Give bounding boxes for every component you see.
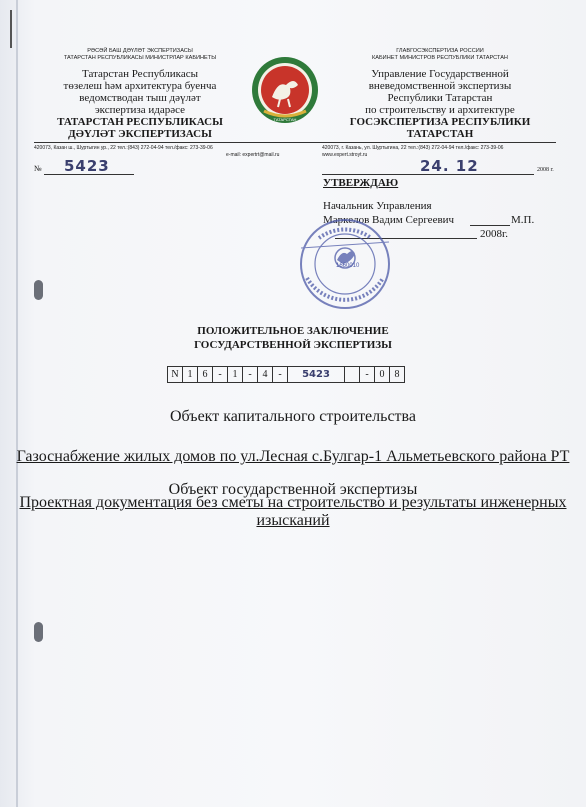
right-bold-line: ГОСЭКСПЕРТИЗА РЕСПУБЛИКИ xyxy=(349,116,531,128)
registration-number-boxes xyxy=(167,366,405,383)
email-address: e-mail: expertrt@mail.ru xyxy=(226,152,280,158)
number-cell: 1 xyxy=(228,367,243,382)
left-bold-line: ТАТАРСТАН РЕСПУБЛИКАСЫ xyxy=(57,116,223,128)
header-divider xyxy=(34,142,556,143)
left-name-line: төзелеш һәм архитектура буенча xyxy=(63,80,217,92)
right-bold-line: ТАТАРСТАН xyxy=(406,128,474,140)
number-cell: - xyxy=(243,367,258,382)
right-ministry-line2: КАБИНЕТ МИНИСТРОВ РЕСПУБЛИКИ ТАТАРСТАН xyxy=(372,55,508,61)
approval-position: Начальник Управления xyxy=(323,200,432,212)
number-cell: - xyxy=(273,367,288,382)
handwritten-number: 5423 xyxy=(64,157,110,175)
left-name-line: Татарстан Республикасы xyxy=(82,68,198,80)
object-name: Газоснабжение жилых домов по ул.Лесная с.Булгар-1 Альметьевского района РТ xyxy=(16,448,570,465)
object-label: Объект капитального строительства xyxy=(170,408,416,425)
emblem-caption: ТАТАРСТАН xyxy=(273,117,297,122)
left-name-line: ведомстводан тыш дәүләт xyxy=(79,92,201,104)
handwritten-date: 24. 12 xyxy=(420,157,479,175)
tatarstan-emblem-icon xyxy=(250,55,320,125)
scan-mark xyxy=(10,10,12,48)
number-cell: 4 xyxy=(258,367,273,382)
expertise-label: Объект государственной экспертизы xyxy=(168,481,418,498)
left-address: 420073, Казан ш., Шуртыгин ур., 22 тел.:(843) 272-04-94 тел./факс: 273-39-06 xyxy=(34,145,213,151)
main-title-line1: ПОЛОЖИТЕЛЬНОЕ ЗАКЛЮЧЕНИЕ xyxy=(197,325,389,337)
signature-line xyxy=(470,225,510,226)
right-name-line: Республики Татарстан xyxy=(387,92,493,104)
number-cell: - xyxy=(213,367,228,382)
number-label: № xyxy=(34,164,42,173)
number-cell: 6 xyxy=(198,367,213,382)
year-suffix: 2008 г. xyxy=(537,167,554,173)
approval-title: УТВЕРЖДАЮ xyxy=(323,177,399,189)
right-name-line: по строительству и архитектуре xyxy=(365,104,515,116)
main-title-line2: ГОСУДАРСТВЕННОЙ ЭКСПЕРТИЗЫ xyxy=(194,339,392,351)
left-header xyxy=(40,48,240,140)
right-address: 420073, г. Казань, ул. Шуртыгина, 22 тел.:(843) 272-04-94 тел./факс: 273-39-06 xyxy=(322,145,504,151)
number-cell xyxy=(345,367,360,382)
number-cell: 1 xyxy=(183,367,198,382)
right-header xyxy=(330,48,550,140)
number-cell-handwritten: 5423 xyxy=(288,367,345,382)
approval-mp: М.П. xyxy=(511,214,535,226)
number-cell: N xyxy=(168,367,183,382)
approval-name: Маркелов Вадим Сергеевич xyxy=(323,214,455,226)
left-ministry-line1: РӘСӘЙ БАШ ДӘҮЛӘТ ЭКСПЕРТИЗАСЫ xyxy=(87,48,193,54)
seal-id: 1660010 xyxy=(336,263,360,269)
expertise-name: Проектная документация без сметы на строительство и результаты инженерных изысканий xyxy=(19,494,567,529)
right-name-line: Управление Государственной xyxy=(371,68,509,80)
number-cell: - xyxy=(360,367,375,382)
number-cell: 0 xyxy=(375,367,390,382)
punch-hole-bottom xyxy=(34,622,43,642)
punch-hole-top xyxy=(34,280,43,300)
left-name-line: экспертиза идарәсе xyxy=(94,104,186,116)
right-ministry-line1: ГЛАВГОСЭКСПЕРТИЗА РОССИИ xyxy=(396,48,484,54)
number-cell: 8 xyxy=(394,369,400,380)
page-edge-line xyxy=(16,0,18,807)
right-name-line: вневедомственной экспертизы xyxy=(368,80,512,92)
left-ministry-line2: ТАТАРСТАН РЕСПУБЛИКАСЫ МИНИСТРЛАР КАБИНЕТЫ xyxy=(63,55,217,61)
website: www.expert.stroyt.ru xyxy=(322,152,368,158)
left-bold-line: ДӘҮЛӘТ ЭКСПЕРТИЗАСЫ xyxy=(68,128,212,140)
approval-date-suffix: 2008г. xyxy=(480,228,509,240)
